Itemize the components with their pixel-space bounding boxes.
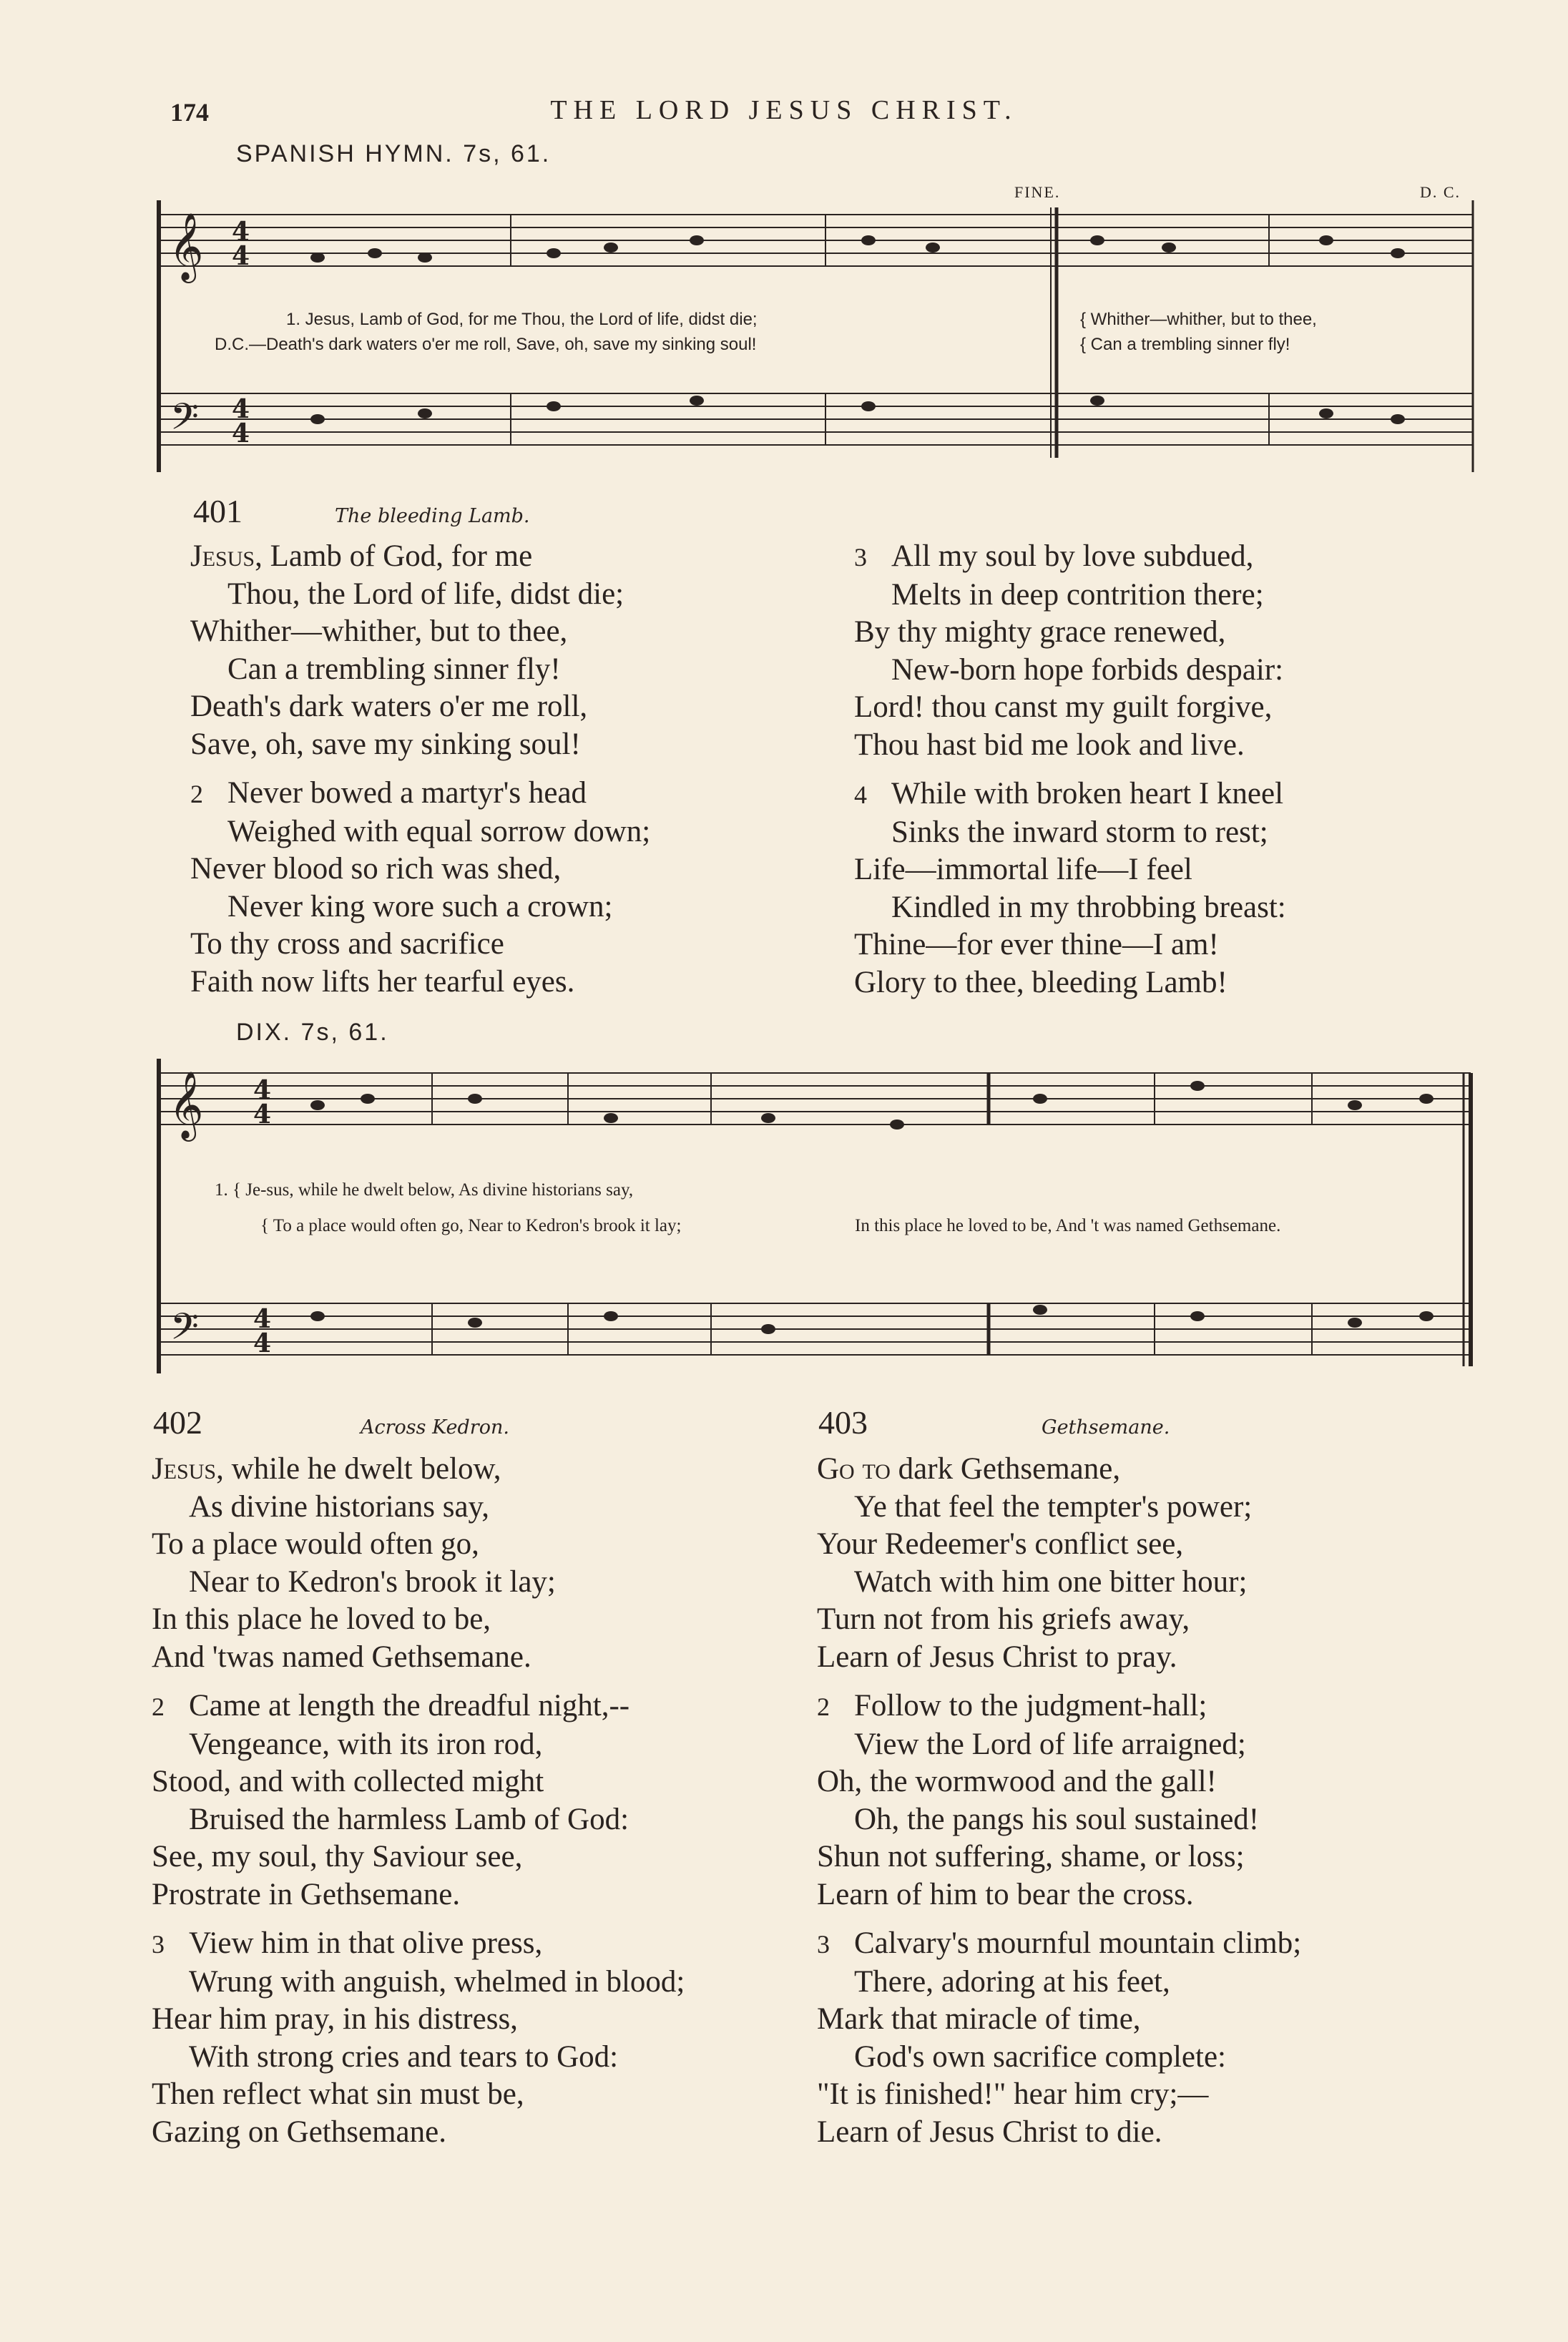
verse-line: New-born hope forbids despair: xyxy=(891,652,1284,687)
verse-line: Thine—for ever thine—I am! xyxy=(854,928,1219,961)
verse-line: Thou hast bid me look and live. xyxy=(854,727,1245,762)
svg-text:4: 4 xyxy=(232,418,250,449)
verse-line: There, adoring at his feet, xyxy=(854,1964,1170,1999)
verse-number: 2 xyxy=(152,1692,165,1721)
hymn-401-title: The bleeding Lamb. xyxy=(335,505,530,527)
verse-line: Ye that feel the tempter's power; xyxy=(854,1489,1253,1524)
svg-text:4: 4 xyxy=(253,1099,272,1130)
verse-line: Learn of Jesus Christ to pray. xyxy=(817,1640,1177,1674)
hymn-401-column-left xyxy=(190,538,820,1012)
hymn-401-number: 401 xyxy=(193,493,242,529)
verse-line: Learn of him to bear the cross. xyxy=(817,1877,1194,1911)
verse-line: Weighed with equal sorrow down; xyxy=(227,814,651,848)
svg-text:4: 4 xyxy=(232,394,250,424)
verse-line: As divine historians say, xyxy=(189,1489,490,1524)
verse-line: Vengeance, with its iron rod, xyxy=(189,1727,543,1761)
verse-line: Turn not from his griefs away, xyxy=(817,1602,1190,1636)
tune2-lyric-line1: 1. { Je-sus, while he dwelt below, As divine historians say, xyxy=(215,1180,634,1200)
verse-line: Stood, and with collected might xyxy=(152,1765,544,1798)
hymn-402-stanza-1: Jesus, while he dwelt below, As divine historians say, To a place would often go, Near to Kedron's brook it lay; In this place he loved to be, And 'twas named Gethsemane. xyxy=(152,1451,781,1676)
svg-text:4: 4 xyxy=(253,1328,272,1358)
hymn-402-title: Across Kedron. xyxy=(361,1416,509,1439)
verse-line: To a place would often go, xyxy=(152,1527,479,1561)
verse-line: Hear him pray, in his distress, xyxy=(152,2002,518,2036)
verse-line: Shun not suffering, shame, or loss; xyxy=(817,1840,1245,1873)
hymn-402-stanza-2: 2 Came at length the dreadful night,-- Vengeance, with its iron rod, Stood, and with collected might Bruised the harmless Lamb of God: See, my soul, thy Saviour see, Prostrate in Gethsemane. xyxy=(152,1687,781,1914)
verse-line: Near to Kedron's brook it lay; xyxy=(189,1564,556,1599)
svg-text:𝄢: 𝄢 xyxy=(170,395,199,447)
tune1-lyric-line4: { Can a trembling sinner fly! xyxy=(1080,335,1290,354)
fine-mark: FINE. xyxy=(1014,183,1061,201)
verse-line: And 'twas named Gethsemane. xyxy=(152,1640,531,1674)
tune1-lyric-line1: 1. Jesus, Lamb of God, for me Thou, the Lord of life, didst die; xyxy=(286,310,758,329)
hymn-401-stanza-3: 3 All my soul by love subdued, Melts in deep contrition there; By thy mighty grace renewed, New-born hope forbids despair: Lord! thou canst my guilt forgive, Thou hast bid me look and live. xyxy=(854,538,1484,764)
verse-line: Save, oh, save my sinking soul! xyxy=(190,727,581,761)
tune2-lyric-line2: { To a place would often go, Near to Kedron's brook it lay; xyxy=(260,1216,682,1235)
verse-number: 3 xyxy=(817,1930,830,1959)
verse-line: Then reflect what sin must be, xyxy=(152,2077,524,2111)
verse-line: In this place he loved to be, xyxy=(152,1602,491,1636)
svg-text:𝄢: 𝄢 xyxy=(170,1305,199,1357)
page-number: 174 xyxy=(170,98,209,127)
verse-line: "It is finished!" hear him cry;— xyxy=(817,2077,1209,2111)
hymn-403-title: Gethsemane. xyxy=(1042,1416,1170,1439)
svg-text:4: 4 xyxy=(253,1304,272,1334)
verse-line: Life—immortal life—I feel xyxy=(854,853,1192,886)
verse-line: By thy mighty grace renewed, xyxy=(854,615,1226,649)
verse-line: Never blood so rich was shed, xyxy=(190,852,562,886)
tune1-lyric-line2: D.C.—Death's dark waters o'er me roll, Save, oh, save my sinking soul! xyxy=(215,335,757,354)
hymn-401-column-right xyxy=(854,538,1484,1013)
hymn-403-stanza-3: 3 Calvary's mournful mountain climb; There, adoring at his feet, Mark that miracle of time, God's own sacrifice complete: "It is finished!" hear him cry;— Learn of Jesus Christ to die. xyxy=(817,1925,1461,2151)
hymn-403-stanza-1: Go to dark Gethsemane, Ye that feel the tempter's power; Your Redeemer's conflict see, Watch with him one bitter hour; Turn not from his griefs away, Learn of Jesus Christ to pray. xyxy=(817,1451,1461,1676)
verse-line: Mark that miracle of time, xyxy=(817,2002,1141,2036)
verse-line: To thy cross and sacrifice xyxy=(190,927,504,961)
hymn-402-column xyxy=(152,1451,781,2162)
verse-number: 3 xyxy=(152,1930,165,1959)
verse-line: Thou, the Lord of life, didst die; xyxy=(227,577,624,611)
tune1-lyric-line3: { Whither—whither, but to thee, xyxy=(1080,310,1317,329)
verse-line: With strong cries and tears to God: xyxy=(189,2039,619,2074)
hymn-402-number: 402 xyxy=(153,1404,202,1441)
verse-line: Glory to thee, bleeding Lamb! xyxy=(854,965,1228,999)
hymn-402-stanza-3: 3 View him in that olive press, Wrung with anguish, whelmed in blood; Hear him pray, in his distress, With strong cries and tears to God: Then reflect what sin must be, Gazing on Gethsemane. xyxy=(152,1925,781,2151)
first-word: Jesus, xyxy=(152,1452,224,1486)
first-word: Jesus, xyxy=(190,539,263,573)
verse-line: See, my soul, thy Saviour see, xyxy=(152,1840,523,1873)
verse-line: Whither—whither, but to thee, xyxy=(190,614,568,648)
hymn-403-number: 403 xyxy=(818,1404,868,1441)
verse-line: Kindled in my throbbing breast: xyxy=(891,890,1286,924)
verse-line: Sinks the inward storm to rest; xyxy=(891,815,1268,849)
dc-mark: D. C. xyxy=(1420,183,1461,201)
verse-line: Faith now lifts her tearful eyes. xyxy=(190,964,575,999)
verse-number: 2 xyxy=(817,1692,830,1721)
hymn-401-stanza-1: Jesus, Lamb of God, for me Thou, the Lord of life, didst die; Whither—whither, but to thee, Can a trembling sinner fly! Death's dark waters o'er me roll, Save, oh, save my sinking soul! xyxy=(190,538,820,763)
tune-name-spanish-hymn: SPANISH HYMN. 7s, 61. xyxy=(236,140,552,167)
verse-line: Learn of Jesus Christ to die. xyxy=(817,2115,1162,2149)
verse-line: Oh, the wormwood and the gall! xyxy=(817,1765,1217,1798)
verse-line: Gazing on Gethsemane. xyxy=(152,2115,446,2149)
hymn-401-stanza-4: 4 While with broken heart I kneel Sinks the inward storm to rest; Life—immortal life—I feel Kindled in my throbbing breast: Thine—for ever thine—I am! Glory to thee, bleeding Lamb! xyxy=(854,775,1484,1001)
verse-number: 4 xyxy=(854,780,867,809)
verse-line: Your Redeemer's conflict see, xyxy=(817,1527,1184,1561)
verse-line: Oh, the pangs his soul sustained! xyxy=(854,1802,1260,1836)
page-header xyxy=(0,92,1568,134)
verse-line: Bruised the harmless Lamb of God: xyxy=(189,1802,629,1836)
running-title: THE LORD JESUS CHRIST. xyxy=(550,95,1018,125)
svg-text:4: 4 xyxy=(253,1075,272,1105)
hymn-401-stanza-2: 2 Never bowed a martyr's head Weighed with equal sorrow down; Never blood so rich was shed, Never king wore such a crown; To thy cross and sacrifice Faith now lifts her tearful eyes. xyxy=(190,775,820,1001)
verse-line: Prostrate in Gethsemane. xyxy=(152,1877,461,1911)
hymn-403-heading xyxy=(818,1403,1319,1446)
verse-number: 3 xyxy=(854,543,867,572)
verse-line: Never king wore such a crown; xyxy=(227,889,613,923)
verse-line: Can a trembling sinner fly! xyxy=(227,652,561,686)
verse-line: Melts in deep contrition there; xyxy=(891,577,1264,612)
svg-text:4: 4 xyxy=(232,217,250,247)
verse-line: Watch with him one bitter hour; xyxy=(854,1564,1248,1599)
first-word: Go to xyxy=(817,1452,891,1486)
tune2-lyric-line3: In this place he loved to be, And 't was named Gethsemane. xyxy=(855,1216,1281,1235)
verse-line: View the Lord of life arraigned; xyxy=(854,1727,1246,1761)
verse-number: 2 xyxy=(190,780,203,808)
verse-line: Wrung with anguish, whelmed in blood; xyxy=(189,1964,685,1999)
hymn-403-column xyxy=(817,1451,1461,2162)
svg-text:𝄞: 𝄞 xyxy=(169,1071,204,1139)
svg-text:4: 4 xyxy=(232,241,250,271)
tune-name-dix: DIX. 7s, 61. xyxy=(236,1019,389,1046)
hymn-403-stanza-2: 2 Follow to the judgment-hall; View the Lord of life arraigned; Oh, the wormwood and the gall! Oh, the pangs his soul sustained! Shun not suffering, shame, or loss; Learn of him to bear the cross. xyxy=(817,1687,1461,1914)
hymn-401-heading xyxy=(193,492,694,535)
verse-line: Lord! thou canst my guilt forgive, xyxy=(854,690,1273,724)
verse-line: God's own sacrifice complete: xyxy=(854,2039,1226,2074)
svg-text:𝄞: 𝄞 xyxy=(169,212,204,280)
verse-line: Death's dark waters o'er me roll, xyxy=(190,690,588,723)
hymn-402-heading xyxy=(153,1403,654,1446)
